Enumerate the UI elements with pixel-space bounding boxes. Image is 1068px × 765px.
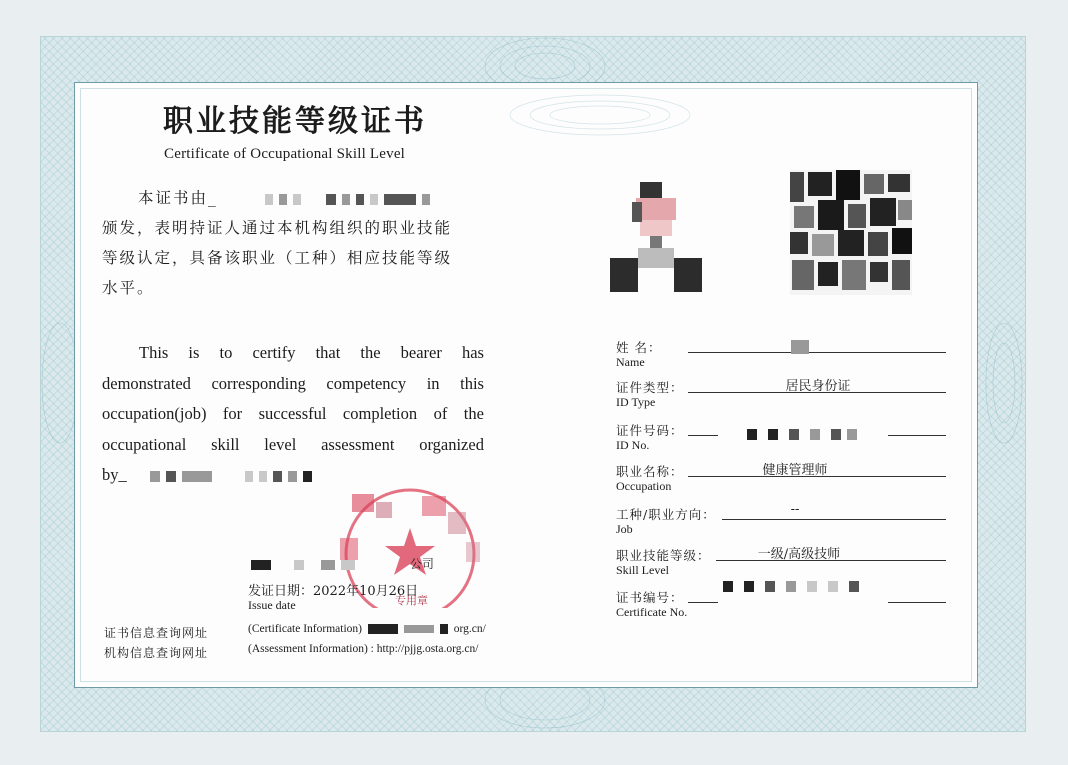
chinese-statement bbox=[102, 183, 502, 303]
org-suffix: 公司 bbox=[409, 557, 434, 571]
en-line-1: This is to certify that the bearer has bbox=[139, 343, 484, 362]
field-cert-no-label: 证书编号： bbox=[616, 590, 684, 605]
qr-code bbox=[790, 170, 912, 295]
field-cert-no-label-en: Certificate No. bbox=[616, 605, 688, 619]
field-id-type-label-en: ID Type bbox=[616, 395, 656, 409]
statement-line-2: 颁发，表明持证人通过本机构组织的职业技能 bbox=[102, 219, 453, 237]
field-job-value: -- bbox=[790, 502, 800, 517]
field-occupation-label-en: Occupation bbox=[616, 479, 672, 493]
field-id-type-label: 证件类型： bbox=[616, 380, 684, 395]
field-id-no-label: 证件号码： bbox=[616, 423, 684, 438]
statement-line-4: 水平。 bbox=[102, 279, 155, 297]
seal-text: 专用章 bbox=[395, 594, 428, 607]
title-chinese: 职业技能等级证书 bbox=[163, 104, 427, 139]
holder-photo bbox=[610, 176, 702, 292]
title-english: Certificate of Occupational Skill Level bbox=[164, 146, 406, 162]
field-name-label: 姓 名： bbox=[616, 340, 662, 355]
en-line-2: demonstrated corresponding competency in this bbox=[102, 373, 484, 393]
field-id-type-value: 居民身份证 bbox=[785, 379, 851, 394]
field-id-no-label-en: ID No. bbox=[616, 438, 650, 452]
field-job-label-en: Job bbox=[616, 522, 633, 536]
statement-line-3: 等级认定，具备该职业（工种）相应技能等级 bbox=[102, 249, 453, 267]
org-info-label: 机构信息查询网址 bbox=[104, 646, 209, 660]
field-name-label-en: Name bbox=[616, 355, 645, 369]
issue-date-value: 2022年10月26日 bbox=[313, 584, 419, 599]
org-info-url: (Assessment Information) : http://pjjg.osta.org.cn/ bbox=[248, 643, 479, 655]
statement-prefix: 本证书由_ bbox=[138, 189, 218, 207]
redacted-org-en bbox=[147, 460, 315, 491]
field-occupation-value: 健康管理师 bbox=[762, 463, 828, 478]
cert-info-url: (Certificate Information) org.cn/ bbox=[248, 623, 486, 635]
en-line-4: occupational skill level assessment organized bbox=[102, 434, 484, 454]
cert-info-label: 证书信息查询网址 bbox=[104, 626, 209, 640]
issue-date-label: 发证日期： bbox=[248, 584, 314, 599]
field-skill-level-value: 一级/高级技师 bbox=[757, 547, 841, 562]
field-occupation-label: 职业名称： bbox=[616, 464, 684, 479]
en-line-5: by_ bbox=[102, 460, 484, 491]
issue-date bbox=[248, 580, 418, 599]
field-job-label: 工种/职业方向： bbox=[616, 507, 716, 522]
redacted-cert-no bbox=[720, 576, 862, 595]
issue-date-label-en: Issue date bbox=[248, 598, 296, 612]
field-skill-level-label: 职业技能等级： bbox=[616, 548, 711, 563]
redacted-id bbox=[744, 424, 860, 443]
field-skill-level-label-en: Skill Level bbox=[616, 563, 669, 577]
redacted-org bbox=[225, 189, 433, 207]
issuing-org bbox=[248, 555, 434, 572]
en-line-3: occupation(job) for successful completion of the bbox=[102, 404, 484, 423]
english-statement bbox=[102, 338, 484, 491]
